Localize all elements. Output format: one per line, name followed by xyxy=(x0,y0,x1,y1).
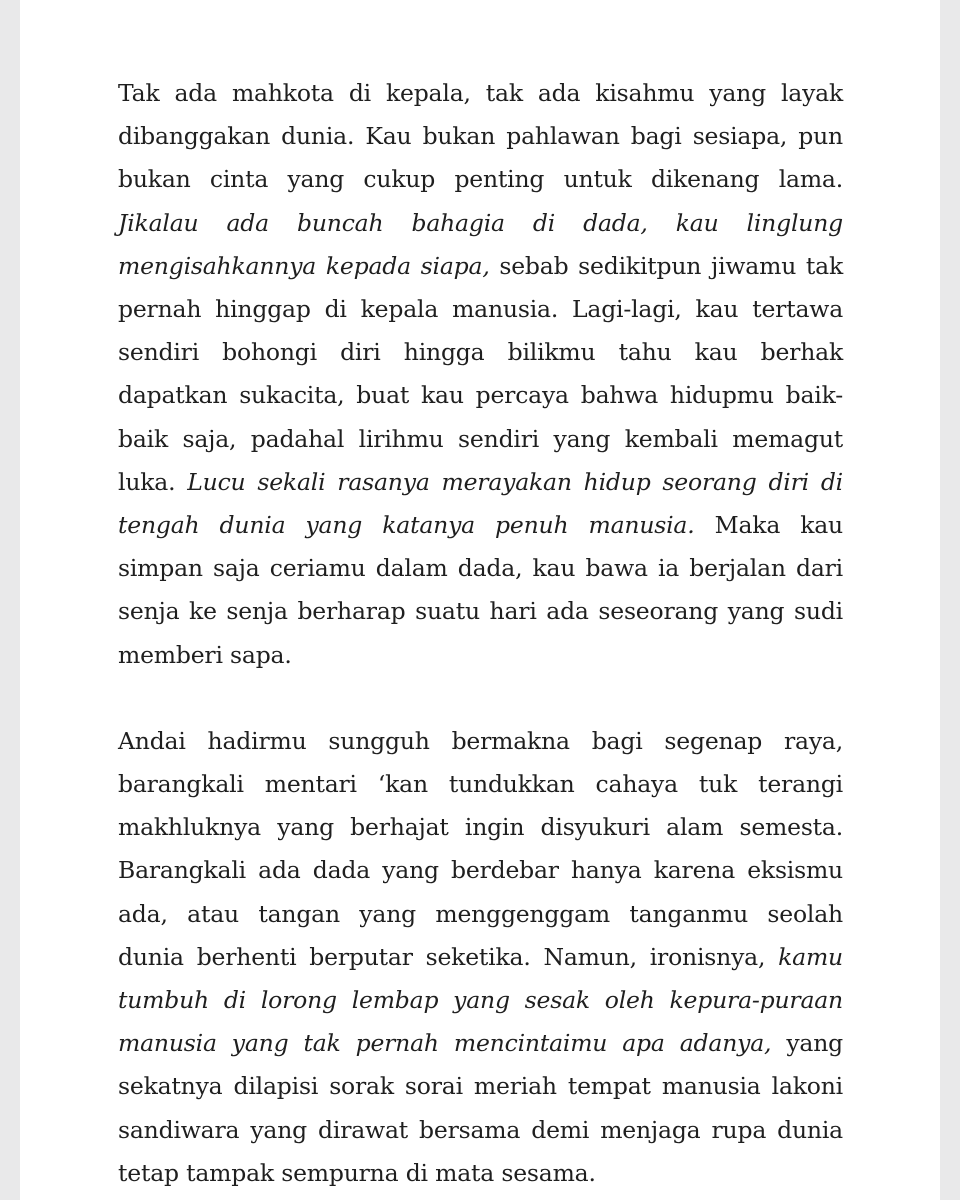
paragraph-1-italic-segment: Jikalau ada buncah bahagia di dada, kau linglung mengisahkannya kepada siapa, xyxy=(118,208,843,280)
body-text xyxy=(118,72,843,1195)
paragraph-2-segment: Andai hadirmu sungguh bermakna bagi segenap raya, barangkali mentari ‘kan tundukkan cahaya tuk terangi makhluknya yang berhajat ingin disyukuri alam semesta. Barangkali ada dada yang berdebar hanya karena eksismu ada, atau tangan yang menggenggam tanganmu seolah dunia berhenti berputar seketika. Namun, ironisnya, xyxy=(118,726,843,971)
paragraph-1 xyxy=(118,72,843,677)
text-sheet xyxy=(20,0,940,1200)
paragraph-2-italic-segment: kamu tumbuh di lorong lembap yang sesak oleh kepura-puraan manusia yang tak pernah mencintaimu apa adanya, xyxy=(118,942,843,1058)
paragraph-1-segment: Tak ada mahkota di kepala, tak ada kisahmu yang layak dibanggakan dunia. Kau bukan pahlawan bagi sesiapa, pun bukan cinta yang cukup penting untuk dikenang lama. xyxy=(118,79,843,194)
paragraph-2-segment: yang sekatnya dilapisi sorak sorai meriah tempat manusia lakoni sandiwara yang dirawat bersama demi menjaga rupa dunia tetap tampak sempurna di mata sesama. xyxy=(118,1029,843,1187)
paragraph-1-italic-segment: Lucu sekali rasanya merayakan hidup seorang diri di tengah dunia yang katanya penuh manusia. xyxy=(118,467,843,540)
paragraph-2 xyxy=(118,720,843,1195)
left-border xyxy=(0,0,20,1200)
paragraph-1-segment: sebab sedikitpun jiwamu tak pernah hinggap di kepala manusia. Lagi-lagi, kau tertawa sendiri bohongi diri hingga bilikmu tahu kau berhak dapatkan sukacita, buat kau percaya bahwa hidupmu baik-baik saja, padahal lirihmu sendiri yang kembali memagut luka. xyxy=(118,251,843,496)
paragraph-1-segment: Maka kau simpan saja ceriamu dalam dada, kau bawa ia berjalan dari senja ke senja berharap suatu hari ada seseorang yang sudi memberi sapa. xyxy=(118,511,843,669)
right-border xyxy=(940,0,960,1200)
